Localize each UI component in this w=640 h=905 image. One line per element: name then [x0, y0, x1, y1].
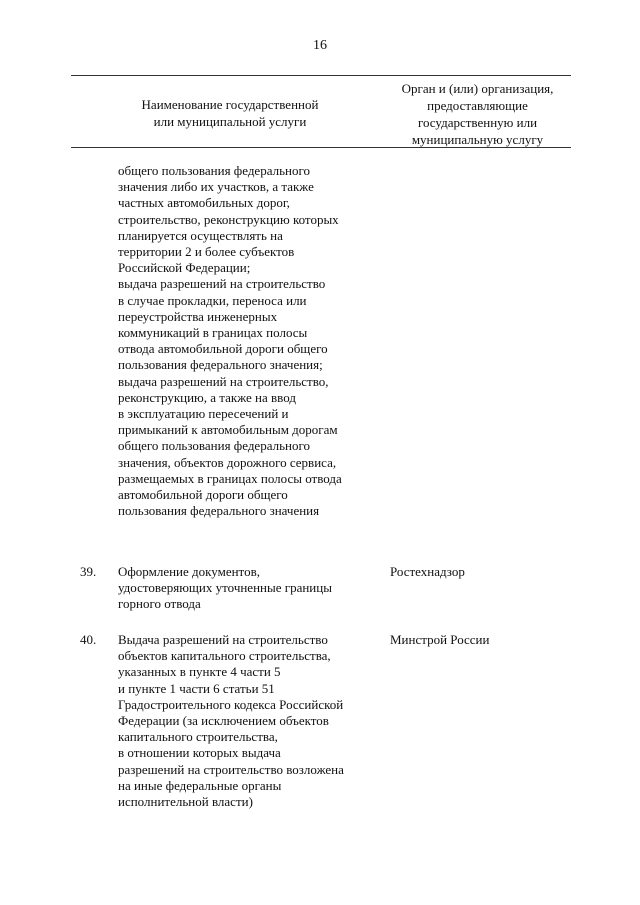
text-line: разрешений на строительство возложена	[118, 761, 344, 777]
text-line: капитального строительства,	[118, 729, 278, 745]
text-line: исполнительной власти)	[118, 794, 253, 810]
text-line: выдача разрешений на строительство	[118, 276, 326, 292]
header-service-line: или муниципальной услуги	[153, 114, 307, 129]
text-line: Российской Федерации;	[118, 260, 251, 276]
table-header-bottom-rule	[71, 147, 571, 148]
text-line: территории 2 и более субъектов	[118, 244, 295, 260]
header-org-line: муниципальную услугу	[411, 132, 544, 147]
text-line: Градостроительного кодекса Российской	[118, 696, 344, 712]
page-number: 16	[313, 38, 327, 53]
text-line: Федерации (за исключением объектов	[118, 713, 329, 729]
table-header-top-rule	[71, 75, 571, 76]
text-line: переустройства инженерных	[118, 308, 278, 324]
text-line: объектов капитального строительства,	[118, 648, 331, 664]
text-line: Оформление документов,	[118, 564, 260, 579]
row-organization: Минстрой России	[390, 632, 490, 647]
text-line: выдача разрешений на строительство,	[118, 373, 329, 389]
header-org-line: предоставляющие	[427, 98, 528, 113]
header-service-line: Наименование государственной	[141, 97, 319, 112]
text-line: в случае прокладки, переноса или	[118, 292, 307, 308]
header-service-column	[110, 96, 350, 130]
text-line: частных автомобильных дорог,	[118, 195, 290, 211]
continuation-text	[118, 163, 342, 519]
header-org-line: государственную или	[417, 115, 538, 130]
text-line: удостоверяющих уточненные границы	[118, 580, 332, 596]
text-line: и пункте 1 части 6 статьи 51	[118, 680, 275, 696]
text-line: примыканий к автомобильным дорогам	[118, 422, 338, 438]
row-organization: Ростехнадзор	[390, 564, 465, 579]
text-line: общего пользования федерального	[118, 163, 310, 178]
row-service-name	[118, 632, 344, 810]
header-org-line: Орган и (или) организация,	[401, 81, 554, 96]
text-line: коммуникаций в границах полосы	[118, 325, 308, 341]
text-line: значения либо их участков, а также	[118, 179, 314, 195]
row-number: 40.	[80, 632, 97, 647]
text-line: размещаемых в границах полосы отвода	[118, 470, 342, 486]
text-line: пользования федерального значения	[118, 503, 320, 519]
text-line: в отношении которых выдача	[118, 745, 281, 761]
text-line: планируется осуществлять на	[118, 227, 283, 243]
text-line: указанных в пункте 4 части 5	[118, 664, 281, 680]
text-line: горного отвода	[118, 596, 201, 612]
row-number: 39.	[80, 564, 97, 579]
text-line: значения, объектов дорожного сервиса,	[118, 454, 337, 470]
text-line: отвода автомобильной дороги общего	[118, 341, 328, 357]
text-line: строительство, реконструкцию которых	[118, 211, 339, 227]
text-line: в эксплуатацию пересечений и	[118, 406, 289, 422]
text-line: Выдача разрешений на строительство	[118, 632, 328, 647]
text-line: автомобильной дороги общего	[118, 487, 288, 503]
text-line: пользования федерального значения;	[118, 357, 323, 373]
row-service-name	[118, 564, 332, 613]
text-line: общего пользования федерального	[118, 438, 310, 454]
header-organization-column	[385, 80, 570, 148]
text-line: реконструкцию, а также на ввод	[118, 389, 296, 405]
text-line: на иные федеральные органы	[118, 777, 282, 793]
